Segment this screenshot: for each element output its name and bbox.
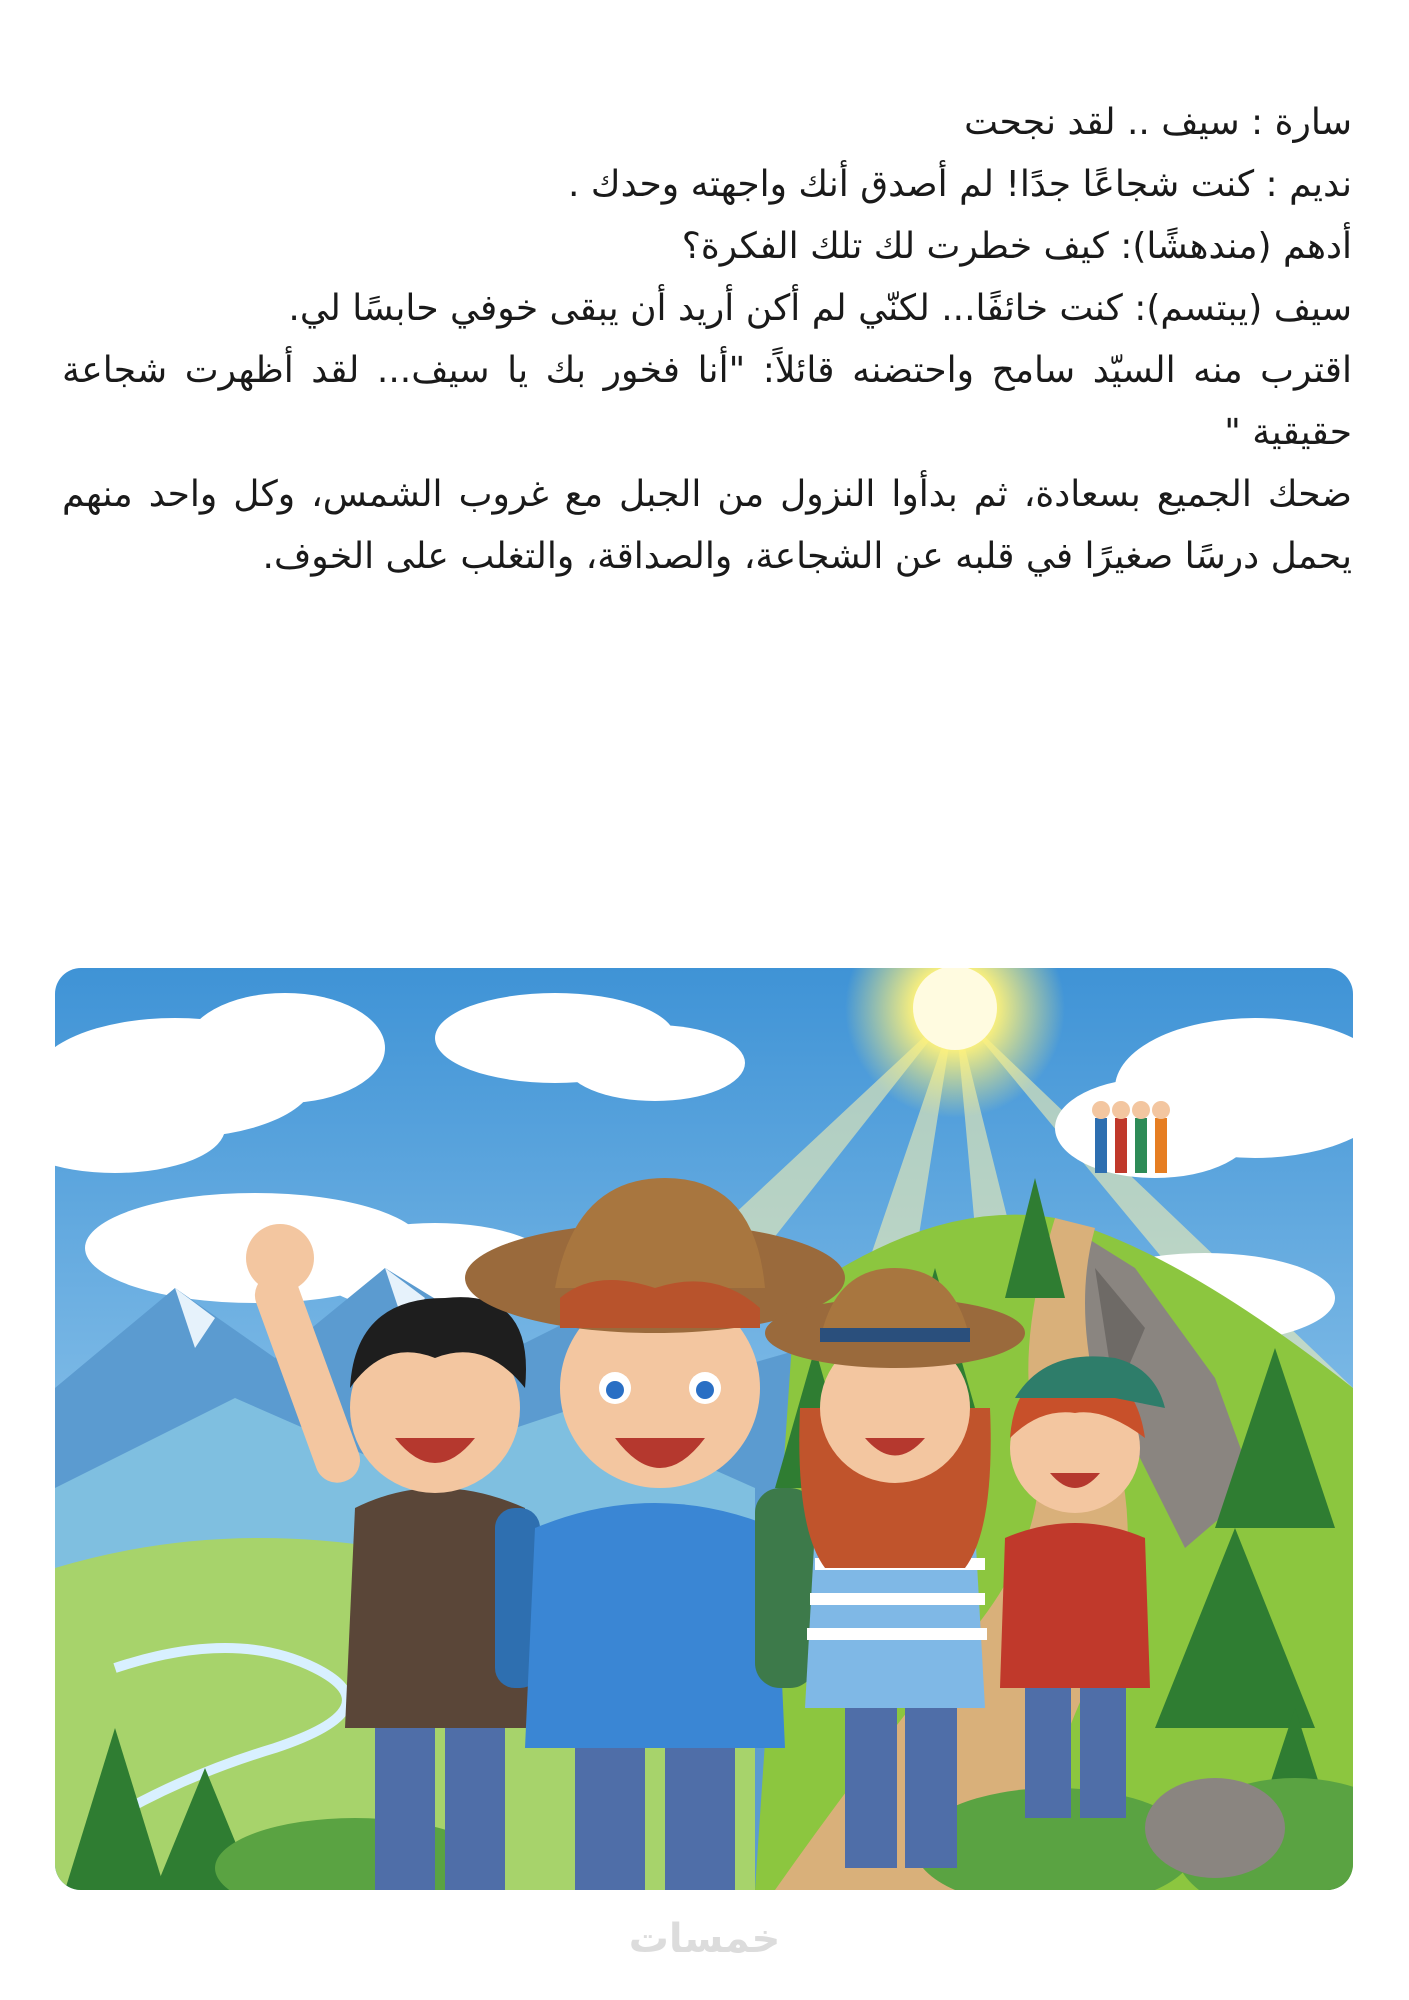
- story-text: [62, 92, 1352, 588]
- story-paragraph-sameh: اقترب منه السيّد سامح واحتضنه قائلاً: "أنا فخور بك يا سيف... لقد أظهرت شجاعة حقيقية ": [62, 350, 1352, 453]
- hiking-illustration: [55, 968, 1353, 1890]
- story-line-nadim: نديم : كنت شجاعًا جدًا! لم أصدق أنك واجهته وحدك .: [568, 164, 1352, 205]
- boulder: [1145, 1778, 1285, 1878]
- story-paragraph-ending: ضحك الجميع بسعادة، ثم بدأوا النزول من الجبل مع غروب الشمس، وكل واحد منهم يحمل درسًا صغيرًا في قلبه عن الشجاعة، والصداقة، والتغلب على الخوف.: [62, 474, 1352, 577]
- story-line-adham: أدهم (مندهشًا): كيف خطرت لك تلك الفكرة؟: [681, 226, 1352, 267]
- story-line-sara: سارة : سيف .. لقد نجحت: [964, 102, 1352, 143]
- story-line-saif: سيف (يبتسم): كنت خائفًا... لكنّي لم أكن أريد أن يبقى خوفي حابسًا لي.: [288, 288, 1352, 329]
- watermark-logo: خمسات: [628, 1916, 781, 1962]
